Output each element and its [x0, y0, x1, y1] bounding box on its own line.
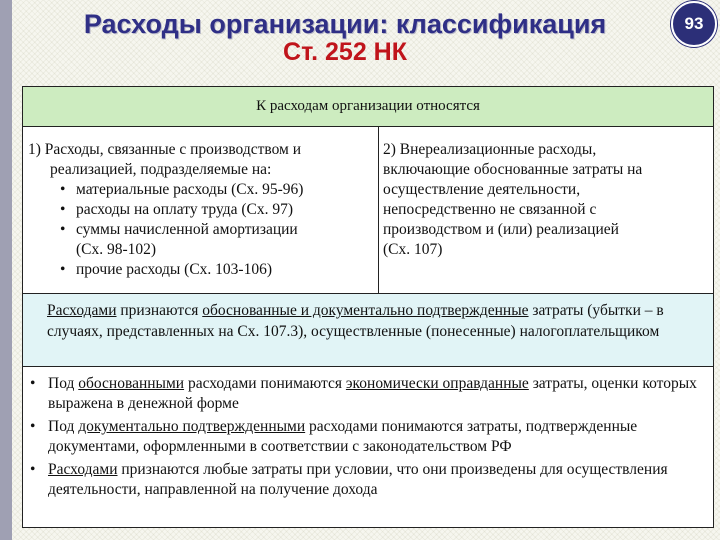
- list-item: • материальные расходы (Сх. 95-96): [28, 180, 378, 200]
- note-term: документально подтвержденными: [78, 418, 306, 435]
- left-column: [28, 140, 378, 280]
- note-term: обоснованными: [78, 375, 185, 392]
- right-line: осуществление деятельности,: [383, 181, 581, 198]
- right-line: 2) Внереализационные расходы,: [383, 141, 597, 158]
- note-underlined: экономически оправданные: [345, 375, 529, 392]
- left-intro-term: реализацией: [50, 161, 133, 178]
- note-text: затраты, оценки которых выражена в денежной форме: [48, 375, 697, 412]
- right-column: [383, 140, 713, 260]
- column-divider: [378, 127, 379, 293]
- title-block: [20, 8, 670, 66]
- note-text: Под: [48, 375, 79, 392]
- list-item-text: суммы начисленной амортизации: [76, 221, 298, 238]
- left-intro: [28, 140, 378, 180]
- expense-types-list: [28, 180, 378, 280]
- right-line: производством и (или) реализацией: [383, 221, 619, 238]
- notes-list: [28, 374, 712, 503]
- definition-text: признаются: [116, 302, 203, 319]
- note-item: [28, 417, 712, 457]
- definition-text: затраты (убытки – в случаях, представленных на Сх. 107.3), осуществленные (понесенные) налогоплательщиком: [47, 302, 664, 340]
- table-header: [23, 87, 713, 127]
- slide-number-badge: 93: [671, 1, 717, 47]
- note-text: расходами понимаются затраты, подтвержденные документами, оформленными в соответствии с законодательством РФ: [48, 418, 638, 455]
- note-text: Под: [48, 418, 79, 435]
- list-item: • прочие расходы (Сх. 103-106): [28, 260, 378, 280]
- definition-term: Расходами: [47, 302, 117, 319]
- note-item: [28, 460, 712, 500]
- note-item: [28, 374, 712, 414]
- left-intro-line1: 1) Расходы, связанные с производством и: [28, 141, 302, 158]
- list-item: [28, 220, 378, 260]
- left-accent-bar: [0, 0, 12, 540]
- definition-box: [23, 293, 713, 367]
- list-item-cont: (Сх. 98-102): [76, 241, 157, 258]
- left-intro-rest: , подразделяемые на:: [132, 161, 272, 178]
- definition-underlined: обоснованные и документально подтвержденные: [202, 302, 529, 319]
- list-item: • расходы на оплату труда (Сх. 97): [28, 200, 378, 220]
- right-line: включающие обоснованные затраты на: [383, 161, 643, 178]
- slide-title: Расходы организации: классификация: [83, 9, 607, 39]
- slide-subtitle: Ст. 252 НК: [283, 38, 407, 66]
- note-text: расходами понимаются: [184, 375, 346, 392]
- table-header-text: К расходам организации относятся: [256, 98, 480, 114]
- note-term: Расходами: [48, 461, 118, 478]
- right-line: непосредственно не связанной с: [383, 201, 597, 218]
- note-text: признаются любые затраты при условии, что они произведены для осуществления деятельности, направленной на получение дохода: [48, 461, 668, 498]
- right-line: (Сх. 107): [383, 241, 443, 258]
